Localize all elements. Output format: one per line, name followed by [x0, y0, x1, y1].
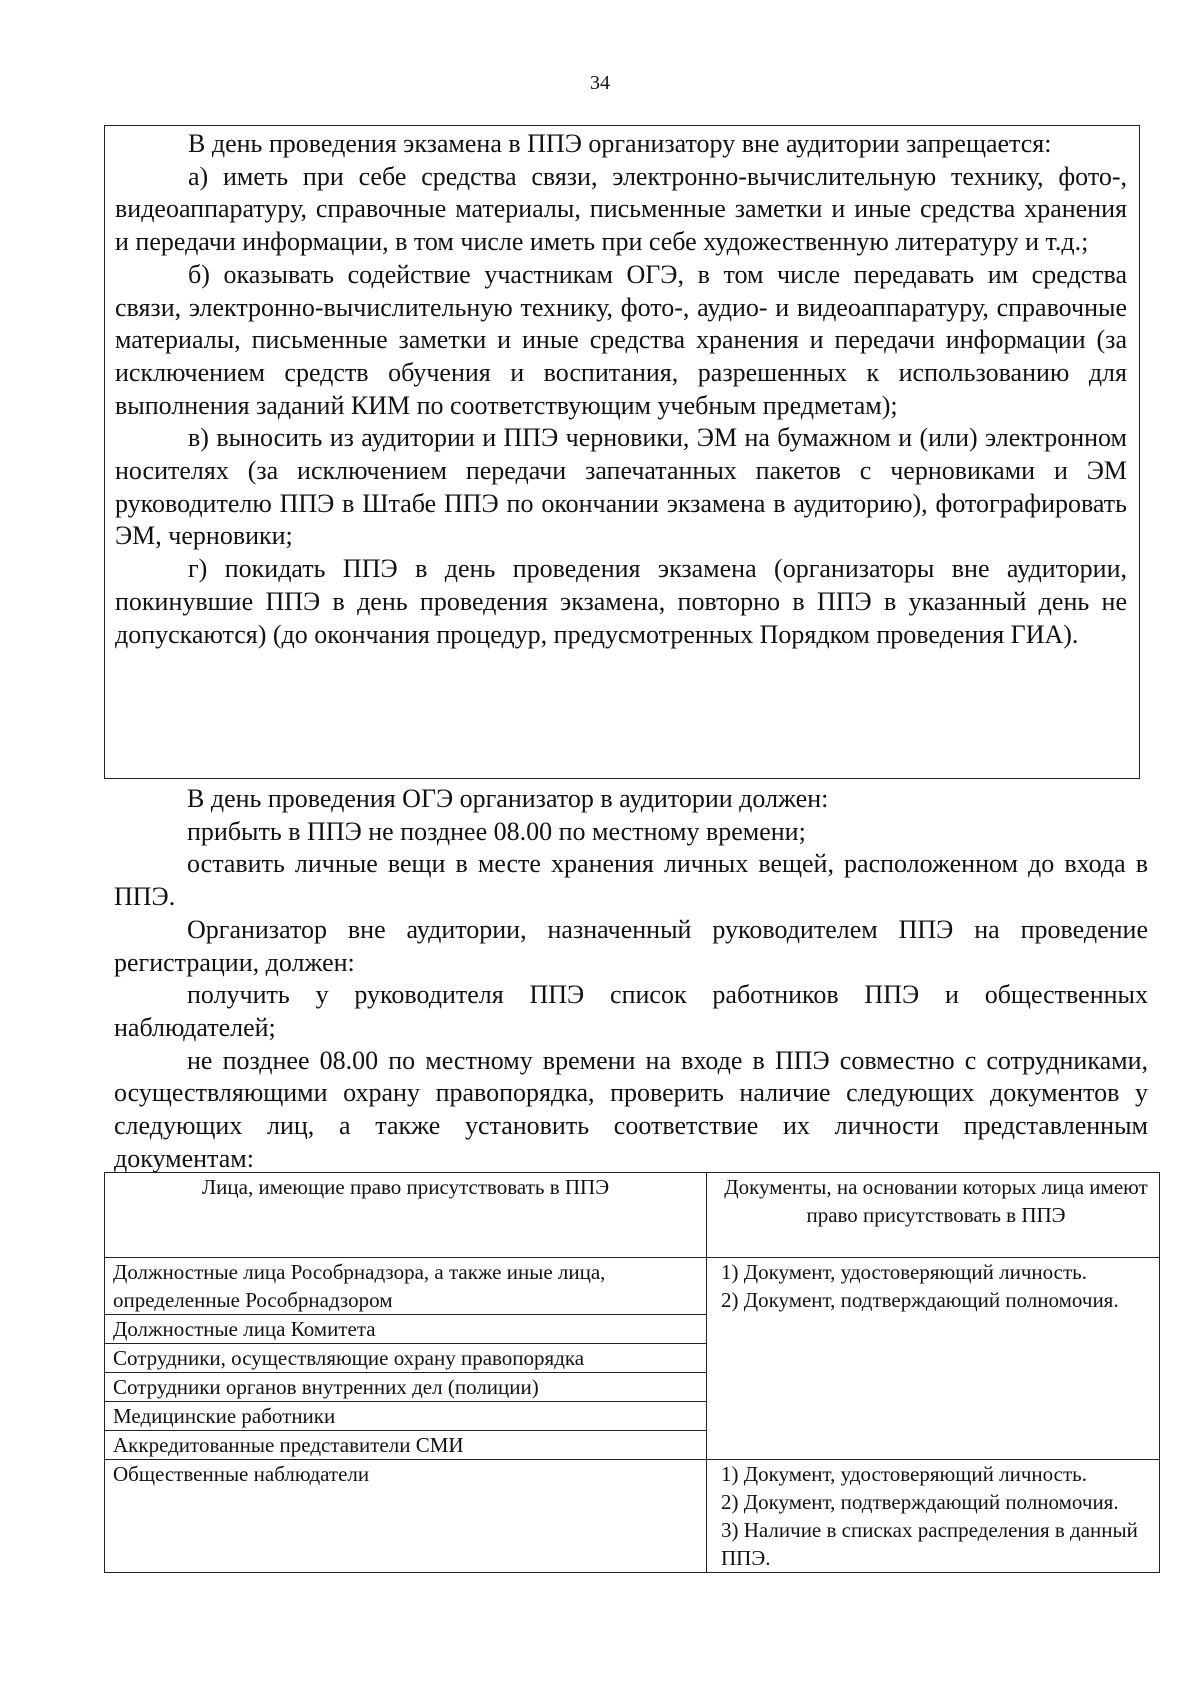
document-item: 2) Документ, подтверждающий полномочия.: [721, 1490, 1119, 1514]
body-paragraph: прибыть в ППЭ не позднее 08.00 по местному времени;: [187, 816, 806, 846]
document-item: 1) Документ, удостоверяющий личность.: [721, 1462, 1087, 1486]
body-paragraph: не позднее 08.00 по местному времени на входе в ППЭ совместно с сотрудниками, осуществляющими охрану правопорядка, проверить наличие следующих документов у следующих лиц, а также установить соответствие их личности представленным документам:: [114, 1045, 1148, 1173]
table-cell: Медицинские работники: [105, 1402, 707, 1431]
body-paragraph: В день проведения ОГЭ организатор в аудитории должен:: [187, 784, 829, 813]
prohibitions-box: [104, 125, 1140, 779]
table-cell: Должностные лица Комитета: [105, 1315, 707, 1344]
page-number: 34: [590, 72, 610, 94]
box-paragraph: г) покидать ППЭ в день проведения экзамена (организаторы вне аудитории, покинувшие ППЭ в день проведения экзамена, повторно в ППЭ в указанный день не допускаются) (до окончания процедур, предусмотренных Порядком проведения ГИА).: [115, 554, 1127, 649]
table-cell: Аккредитованные представители СМИ: [105, 1431, 707, 1460]
body-paragraph: Организатор вне аудитории, назначенный руководителем ППЭ на проведение регистрации, должен:: [114, 914, 1148, 977]
table-header-row: [105, 1173, 1160, 1258]
table-cell: Сотрудники органов внутренних дел (полиции): [105, 1373, 707, 1402]
table-cell: Сотрудники, осуществляющие охрану правопорядка: [105, 1344, 707, 1373]
table-header-cell: Документы, на основании которых лица имеют право присутствовать в ППЭ: [707, 1173, 1160, 1258]
body-paragraph: оставить личные вещи в месте хранения личных вещей, расположенном до входа в ППЭ.: [114, 849, 1148, 912]
document-item: 3) Наличие в списках распределения в данный ППЭ.: [721, 1518, 1138, 1570]
box-paragraph: а) иметь при себе средства связи, электронно-вычислительную технику, фото-, видеоаппаратуру, справочные материалы, письменные заметки и иные средства хранения и передачи информации, в том числе иметь при себе художественную литературу и т.д.;: [115, 161, 1127, 257]
table-header-cell: Лица, имеющие право присутствовать в ППЭ: [105, 1173, 707, 1258]
box-paragraph: В день проведения экзамена в ППЭ организатору вне аудитории запрещается:: [188, 129, 1052, 158]
table-row: [105, 1460, 1160, 1573]
box-paragraph: в) выносить из аудитории и ППЭ черновики, ЭМ на бумажном и (или) электронном носителях (за исключением передачи запечатанных пакетов с черновиками и ЭМ руководителю ППЭ в Штабе ППЭ по окончании экзамена в аудиторию), фотографировать ЭМ, черновики;: [115, 423, 1127, 551]
body-paragraph: получить у руководителя ППЭ список работников ППЭ и общественных наблюдателей;: [114, 980, 1148, 1042]
table-cell: Должностные лица Рособрнадзора, а также иные лица, определенные Рособрнадзором: [105, 1258, 707, 1315]
access-documents-table: [104, 1172, 1148, 1573]
documents-cell: [707, 1460, 1160, 1573]
document-item: 1) Документ, удостоверяющий личность.: [721, 1260, 1087, 1284]
table-cell: Общественные наблюдатели: [105, 1460, 707, 1573]
table-row: [105, 1258, 1160, 1315]
documents-cell: [707, 1258, 1160, 1460]
box-paragraph: б) оказывать содействие участникам ОГЭ, в том числе передавать им средства связи, электронно-вычислительную технику, фото-, аудио- и видеоаппаратуру, справочные материалы, письменные заметки и иные средства хранения и передачи информации (за исключением средств обучения и воспитания, разрешенных к использованию для выполнения заданий КИМ по соответствующим учебным предметам);: [115, 259, 1127, 420]
main-text: [114, 783, 1148, 1175]
document-item: 2) Документ, подтверждающий полномочия.: [721, 1288, 1119, 1312]
